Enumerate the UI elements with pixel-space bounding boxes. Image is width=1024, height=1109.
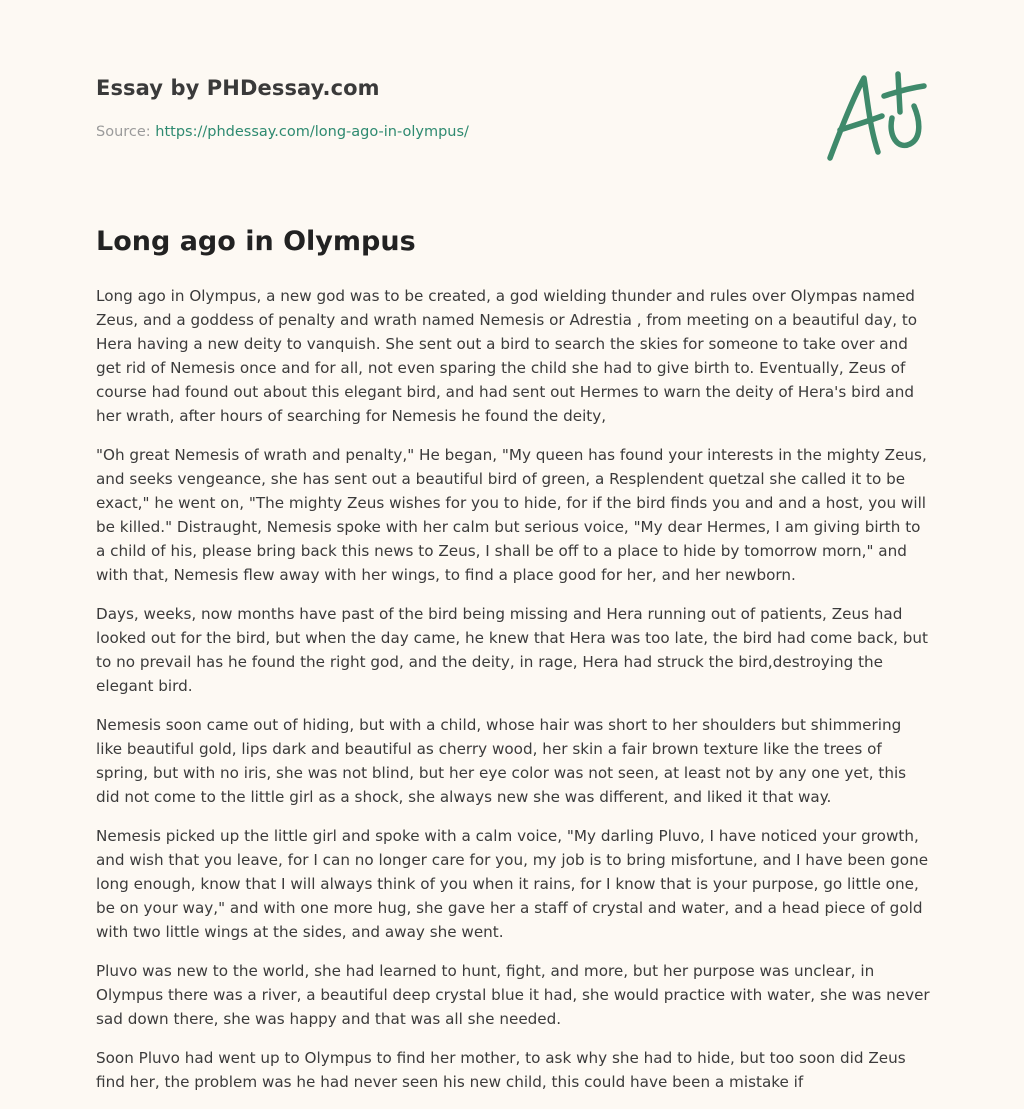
essay-paragraph: Long ago in Olympus, a new god was to be created, a god wielding thunder and rules over Olympas named Zeus, and a goddess of penalty and wrath named Nemesis or Adrestia , from meeting on a beautiful day, to Hera having a new deity to vanquish. She sent out a bird to search the skies for someone to take over and get rid of Nemesis once and for all, not even sparing the child she had to give birth to. Eventually, Zeus of course had found out about this elegant bird, and had sent out Hermes to warn the deity of Hera's bird and her wrath, after hours of searching for Nemesis he found the deity, — [96, 287, 918, 425]
brand-title: Essay by PHDessay.com — [96, 76, 380, 100]
a-plus-grade-icon — [820, 66, 930, 166]
source-label: Source: — [96, 124, 151, 140]
essay-body — [96, 284, 932, 1109]
essay-title: Long ago in Olympus — [96, 226, 416, 257]
essay-paragraph: Pluvo was new to the world, she had learned to hunt, fight, and more, but her purpose was unclear, in Olympus there was a river, a beautiful deep crystal blue it had, she would practice with water, she was never sad down there, she was happy and that was all she needed. — [96, 962, 930, 1028]
source-link[interactable]: https://phdessay.com/long-ago-in-olympus/ — [155, 124, 469, 140]
source-line — [96, 124, 469, 140]
essay-paragraph: "Oh great Nemesis of wrath and penalty," He began, "My queen has found your interests in the mighty Zeus, and seeks vengeance, she has sent out a beautiful bird of green, a Resplendent quetzal she called it to be exact," he went on, "The mighty Zeus wishes for you to hide, for if the bird finds you and and a host, you will be killed." Distraught, Nemesis spoke with her calm but serious voice, "My dear Hermes, I am giving birth to a child of his, please bring back this news to Zeus, I shall be off to a place to hide by tomorrow morn," and with that, Nemesis flew away with her wings, to find a place good for her, and her newborn. — [96, 446, 927, 584]
essay-paragraph: Nemesis soon came out of hiding, but with a child, whose hair was short to her shoulders but shimmering like beautiful gold, lips dark and beautiful as cherry wood, her skin a fair brown texture like the trees of spring, but with no iris, she was not blind, but her eye color was not seen, at least not by any one yet, this did not come to the little girl as a shock, she always new she was different, and liked it that way. — [96, 716, 907, 806]
essay-paragraph: Days, weeks, now months have past of the bird being missing and Hera running out of patients, Zeus had looked out for the bird, but when the day came, he knew that Hera was too late, the bird had come back, but to no prevail has he found the right god, and the deity, in rage, Hera had struck the bird,destroying the elegant bird. — [96, 605, 928, 695]
essay-paragraph: Nemesis picked up the little girl and spoke with a calm voice, "My darling Pluvo, I have noticed your growth, and wish that you leave, for I can no longer care for you, my job is to bring misfortune, and I have been gone long enough, know that I will always think of you when it rains, for I know that is your purpose, go little one, be on your way," and with one more hug, she gave her a staff of crystal and water, and a head piece of gold with two little wings at the sides, and away she went. — [96, 827, 929, 941]
essay-paragraph: Soon Pluvo had went up to Olympus to find her mother, to ask why she had to hide, but too soon did Zeus find her, the problem was he had never seen his new child, this could have been a mistake if — [96, 1049, 906, 1091]
